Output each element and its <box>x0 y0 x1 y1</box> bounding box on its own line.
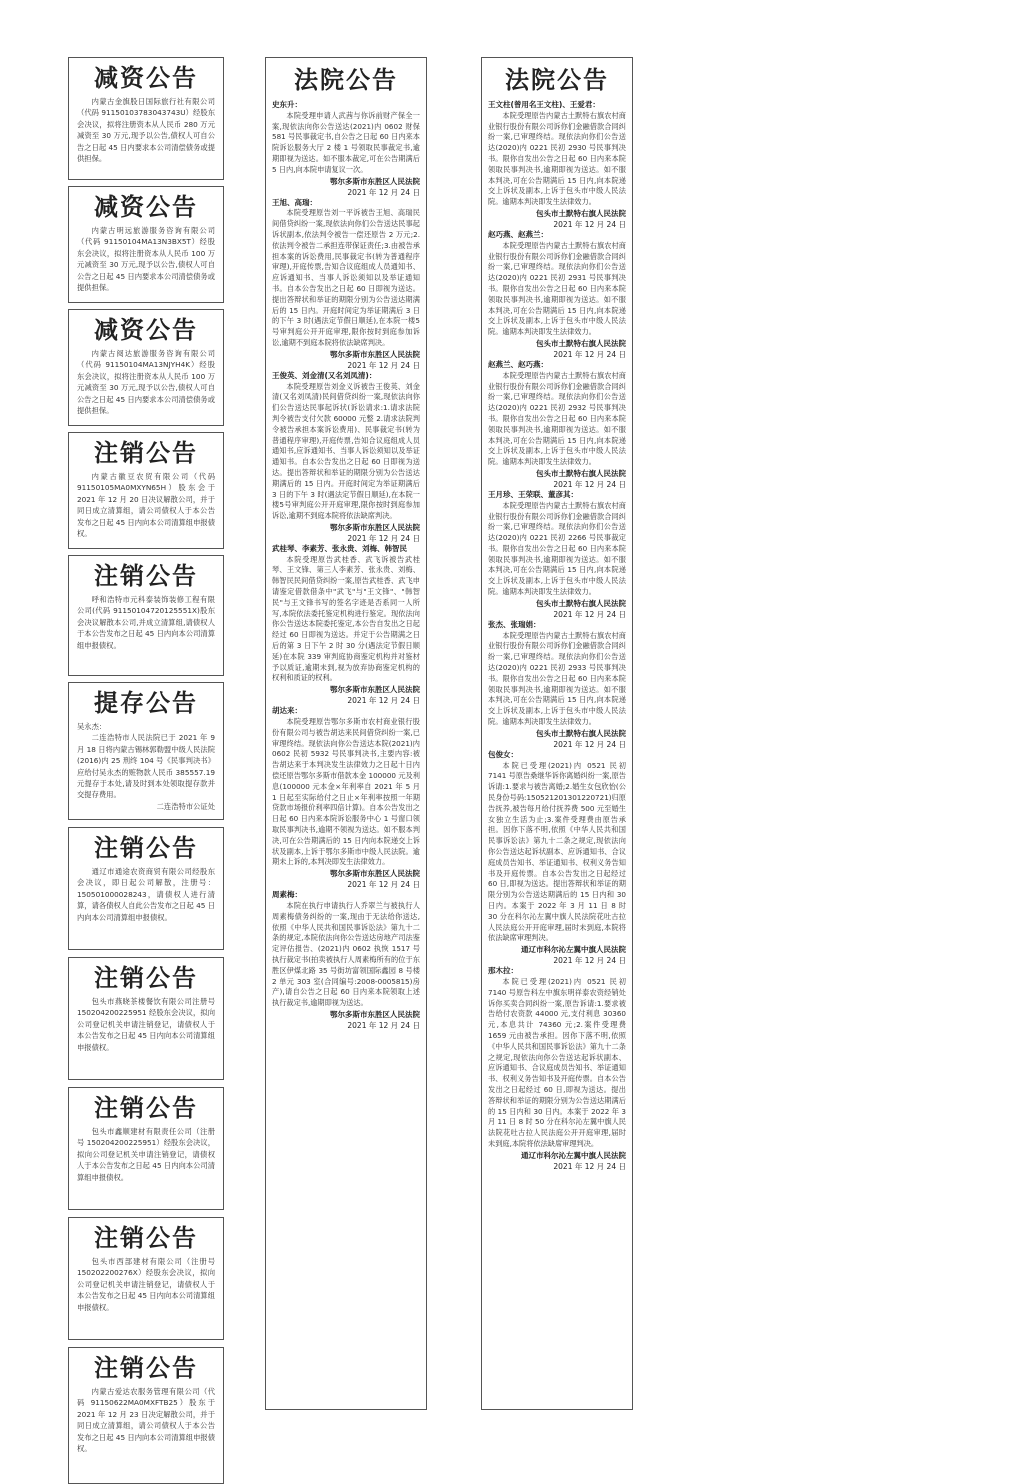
notice-date: 2021 年 12 月 24 日 <box>553 1161 626 1171</box>
notice-date: 2021 年 12 月 24 日 <box>347 533 420 543</box>
notice-body: 本院受理原告刘金义诉被告王俊英、刘金清(又名刘凤清)民间借贷纠纷一案,现依法向你们公告送达民事起诉状(诉讼请求:1.请求法院判令被告支付欠款 60000 元整 2.请求法院判令被告承担本案诉讼费用)、民事裁定书(转为普通程序审理),开庭传票,告知合议庭组成人员通知书,应诉通知书、当事人诉讼须知以及举证通知书。自本公告发出之日起 60 日即视为送达。提出答辩状和举证的期限分别为公告送达期满后的 15 日内。开庭时间定为举证期满后 3 日的下午 3 时(遇法定节假日顺延),在本院一楼5号审判庭公开开庭审理,限你按时到庭参加诉讼,逾期不到庭本院将依法缺席判决。 <box>272 381 420 521</box>
notice-title: 注销公告 <box>94 834 198 862</box>
right-court-notice-column <box>481 57 633 1410</box>
court-name: 包头市土默特右旗人民法院 <box>536 208 626 218</box>
notice-title: 减资公告 <box>94 316 198 344</box>
court-name: 包头市土默特右旗人民法院 <box>536 468 626 478</box>
court-name: 通辽市科尔沁左翼中旗人民法院 <box>521 945 626 955</box>
court-name: 鄂尔多斯市东胜区人民法院 <box>330 349 420 359</box>
notice-box <box>68 827 224 950</box>
addressee-name: 那木拉： <box>488 966 518 976</box>
notice-body: 本院受理原告武桂香、武飞诉被告武桂琴、王文锋、第三人李素芳、张永贵、刘梅、韩智民民间借贷纠纷一案,原告武桂香、武飞申请鉴定借款借条中"武飞"与"王文锋"、"韩智民"与王文锋书写的签名字迹是否系同一人所写,本院依法委托鉴定机构进行鉴定。现依法向你公告送达本院委托鉴定,本公告自发出之日起经过 60 日即视为送达。并定于公告期满之日后的第 3 日下午 2 时 30 分(遇法定节假日顺延)在本院 339 审判庭协商鉴定机构并对鉴材予以质证,逾期未到,视为放弃协商鉴定机构的权利和质证的权利。 <box>272 554 420 683</box>
notice-box <box>68 57 224 180</box>
notice-date: 2021 年 12 月 24 日 <box>347 360 420 370</box>
court-notice-entry <box>266 371 426 544</box>
notice-box <box>68 957 224 1080</box>
notice-body: 本院受理原告内蒙古土默特右旗农村商业银行股份有限公司诉你们金融借款合同纠纷一案,已审理终结。现依法向你们公告送达(2020)内 0221 民初 2931 号民事判决书。限你自发出公告之日起 60 日内来本院领取民事判决书,逾期即视为送达。如不服本判决,可在公告期满后 15 日内,向本院递交上诉状及副本,上诉于包头市中级人民法院。逾期本判决即发生法律效力。 <box>488 240 626 337</box>
middle-entries <box>266 100 426 1031</box>
addressee-name: 张杰、张瑞娟： <box>488 619 541 629</box>
notice-body: 内蒙古金旗股日国际旅行社有限公司（代码 91150103783043743U）经股东会决议，拟将注册资本从人民币 280 万元减资至 30 万元,现予以公告,债权人可自公告之日起 45 日内要求本公司清偿债务或提供担保。 <box>77 97 215 164</box>
court-name: 包头市土默特右旗人民法院 <box>536 338 626 348</box>
court-name: 鄂尔多斯市东胜区人民法院 <box>330 1009 420 1019</box>
notice-date: 2021 年 12 月 24 日 <box>553 479 626 489</box>
addressee-name: 胡达来： <box>272 706 302 716</box>
addressee-name: 王文柱(曾用名王文柱)、王爱君： <box>488 100 600 109</box>
addressee-name: 赵巧燕、赵燕兰： <box>488 229 548 239</box>
court-name: 包头市土默特右旗人民法院 <box>536 598 626 608</box>
court-notice-entry <box>266 198 426 371</box>
notice-box <box>68 1347 224 1484</box>
notice-date: 2021 年 12 月 24 日 <box>347 187 420 197</box>
notice-title: 提存公告 <box>94 689 198 717</box>
middle-column-title: 法院公告 <box>294 66 398 94</box>
right-entries <box>482 100 632 1172</box>
court-notice-entry <box>266 544 426 706</box>
notice-body: 本院已受理(2021)内 0521 民初 7141 号原告桑继华诉你离婚纠纷一案,原告诉请:1.要求与被告离婚;2.婚生女包欣怡(公民身份号码:150521201301220721)归原告抚养,被告每月给付抚养费 500 元至婚生女独立生活为止;3.案件受理费由原告承担。因你下落不明,依照《中华人民共和国民事诉讼法》第九十二条之规定,现依法向你公告送达起诉状副本、应诉通知书、合议庭成员告知书、举证通知书、权利义务告知书及开庭传票。自本公告发出之日起经过 60 日,即视为送达。提出答辩状和举证的期限分别为公告送达期满后的 15 日内和 30 日内。本案于 2022 年 3 月 11 日 8 时 30 分在科尔沁左翼中旗人民法院花吐古拉人民法庭公开开庭审理,届时未到庭,本院将依法缺席审理判决。 <box>488 760 626 943</box>
notice-signature: 二连浩特市公证处 <box>156 801 215 811</box>
notice-body: 包头市燕晓茶楼餐饮有限公司注册号 150204200225951 经股东会决议，拟向公司登记机关申请注销登记，请债权人于本公告发布之日起 45 日内向本公司清算组申报债权。 <box>77 997 215 1052</box>
notice-box <box>68 432 224 549</box>
notice-body: 本院受理申请人武茜与你诉前财产保全一案,现依法向你公告送达(2021)内 0602 财保 581 号民事裁定书,自公告之日起 60 日内来本院诉讼服务大厅 2 楼 1 号领取民事裁定书,逾期即视为送达。如不服本裁定,可在公告期满后 5 日内,向本院申请复议一次。 <box>272 110 420 174</box>
notice-title: 注销公告 <box>94 1094 198 1122</box>
notice-body: 本院受理原告内蒙古土默特右旗农村商业银行股份有限公司诉你们金融借款合同纠纷一案,已审理终结。现依法向你们公告送达(2020)内 0221 民初 2932 号民事判决书。限你自发出公告之日起 60 日内来本院领取民事判决书,逾期即视为送达。如不服本判决,可在公告期满后 15 日内,向本院递交上诉状及副本,上诉于包头市中级人民法院。逾期本判决即发生法律效力。 <box>488 370 626 467</box>
court-notice-entry <box>482 230 632 360</box>
notice-title: 减资公告 <box>94 193 198 221</box>
addressee-name: 史东升： <box>272 100 302 109</box>
notice-box <box>68 309 224 426</box>
notice-box <box>68 186 224 303</box>
court-notice-entry <box>482 620 632 750</box>
court-name: 鄂尔多斯市东胜区人民法院 <box>330 522 420 532</box>
court-notice-entry <box>482 966 632 1172</box>
notice-body: 本院在执行申请执行人乔翠兰与被执行人周素梅债务纠纷的一案,现由于无法给你送达,依照《中华人民共和国民事诉讼法》第九十二条的规定,本院依法向你公告送达房地产司法鉴定评估报告、(2021)内 0602 执恢 1517 号执行裁定书(拍卖被执行人周素梅所有的位于东胜区伊煤北路 35 号街坊富领国际鑫园 8 号楼 2 单元 303 室(合同编号:2008-0005815)房产),请自公告之日起 60 日内来本院领取上述执行裁定书,逾期即视为送达。 <box>272 901 420 1008</box>
notice-body: 通辽市通途农资商贸有限公司经股东会决议，即日起公司解散，注册号：150501000028243，请债权人进行清算，请各债权人自此公告发布之日起 45 日内向本公司清算组申报债权。 <box>77 867 215 922</box>
addressee-name: 王俊英、刘金清(又名刘凤清)： <box>272 370 377 380</box>
court-name: 鄂尔多斯市东胜区人民法院 <box>330 176 420 186</box>
notice-body: 本院受理原告刘一平诉被告王旭、高瑞民间借贷纠纷一案,现依法向你们公告送达民事起诉状副本,依法判令被告一偿还原告 2 万元;2.依法判令被告二承担连带保证责任;3.由被告承担本案的诉讼费用,民事裁定书(转为普通程序审理),开庭传票,告知合议庭组成人员通知书、应诉通知书、当事人诉讼须知以及举证通知书。自本公告发出之日起 60 日即视为送达。提出答辩状和举证的期限分别为公告送达期满后的 15 日内。开庭时间定为举证期满后 3 日的下午 3 时(遇法定节假日顺延),在本院一楼5号审判庭公开开庭审理,限你按时到庭参加诉讼,逾期不到庭本院将依法缺席判决。 <box>272 208 420 347</box>
notice-title: 减资公告 <box>94 64 198 92</box>
court-name: 鄂尔多斯市东胜区人民法院 <box>330 685 420 695</box>
notice-date: 2021 年 12 月 24 日 <box>553 739 626 749</box>
notice-date: 2021 年 12 月 24 日 <box>553 219 626 229</box>
middle-court-notice-column <box>265 57 427 1410</box>
notice-addressee: 吴永杰： <box>77 722 107 731</box>
notice-date: 2021 年 12 月 24 日 <box>347 1020 420 1030</box>
court-notice-entry <box>482 750 632 966</box>
addressee-name: 包俊女： <box>488 749 518 759</box>
notice-body: 二连浩特市人民法院已于 2021 年 9 月 18 日将内蒙古锡林郭勒盟中级人民法院(2016)内 25 刑终 104 号《民事判决书》应给付吴永杰的赃物款人民币 385557.19 元提存于本处,请及时到本处领取提存款并交提存费用。 <box>77 733 215 800</box>
notice-box <box>68 555 224 676</box>
notice-box <box>68 1217 224 1340</box>
addressee-name: 武桂琴、李素芳、张永贵、刘梅、韩智民 <box>272 543 407 553</box>
addressee-name: 周素梅： <box>272 890 302 900</box>
notice-title: 注销公告 <box>94 1354 198 1382</box>
court-notice-entry <box>482 360 632 490</box>
court-name: 通辽市科尔沁左翼中旗人民法院 <box>521 1150 626 1160</box>
court-notice-entry <box>482 100 632 230</box>
notice-box <box>68 1087 224 1210</box>
notice-body: 包头市西部建材有限公司（注册号 150202200276X）经股东会决议，拟向公司登记机关申请注销登记，请债权人于本公告发布之日起 45 日内向本公司清算组申报债权。 <box>77 1257 215 1312</box>
court-notice-entry <box>482 490 632 620</box>
addressee-name: 王月珍、王荣联、董彦其： <box>488 489 578 499</box>
notice-title: 注销公告 <box>94 439 198 467</box>
notice-title: 注销公告 <box>94 562 198 590</box>
notice-box <box>68 682 224 820</box>
notice-date: 2021 年 12 月 24 日 <box>553 609 626 619</box>
notice-body: 本院受理原告内蒙古土默特右旗农村商业银行股份有限公司诉你们金融借款合同纠纷一案,已审理终结。现依法向你们公告送达(2020)内 0221 民初 2933 号民事判决书。限你自发出公告之日起 60 日内来本院领取民事判决书,逾期即视为送达。如不服本判决,可在公告期满后 15 日内,向本院递交上诉状及副本,上诉于包头市中级人民法院。逾期本判决即发生法律效力。 <box>488 630 626 727</box>
notice-date: 2021 年 12 月 24 日 <box>347 880 420 890</box>
notice-body: 内蒙古阅达旅游服务咨询有限公司（代码 91150104MA13NJYH4K）经股东会决议，拟将注册资本从人民币 100 万元减资至 30 万元,现予以公告,债权人可自公告之日起 45 日内要求本公司清偿债务或提供担保。 <box>77 349 215 416</box>
notice-body: 内蒙古明远旅游服务咨询有限公司（代码 91150104MA13N3BX5T）经股东会决议，拟将注册资本从人民币 100 万元减资至 30 万元,现予以公告,债权人可自公告之日起 45 日内要求本公司清偿债务或提供担保。 <box>77 226 215 293</box>
addressee-name: 赵燕兰、赵巧燕： <box>488 359 548 369</box>
court-notice-entry <box>266 890 426 1031</box>
addressee-name: 王旭、高瑞： <box>272 197 317 207</box>
notice-body: 本院受理原告鄂尔多斯市农村商业银行股份有限公司与被告胡达来民间借贷纠纷一案,已审理终结。现依法向你公告送达本院(2021)内 0602 民初 5932 号民事判决书,主要内容:被告胡达来于本判决发生法律效力之日起十日内偿还原告鄂尔多斯市借款本金 100000 元及利息(100000 元本金×年利率自 2021 年 5 月 1 日起至实际给付之日止×年利率按照一年期贷款市场报价利率四倍计算)。自本公告发出之日起 60 日内来本院诉讼服务中心 1 号窗口领取民事判决书,逾期不领视为送达。如不服本判决,可在公告期满后的 15 日内向本院递交上诉状及副本,上诉于鄂尔多斯市中级人民法院。逾期未上诉的,本判决即发生法律效力。 <box>272 717 420 867</box>
notice-date: 2021 年 12 月 24 日 <box>347 696 420 706</box>
right-column-title: 法院公告 <box>505 66 609 94</box>
notice-date: 2021 年 12 月 24 日 <box>553 349 626 359</box>
notice-body: 包头市鑫顺建材有限责任公司（注册号 150204200225951）经股东会决议，拟向公司登记机关申请注销登记，请债权人于本公告发布之日起 45 日内向本公司清算组申报债权。 <box>77 1127 215 1182</box>
notice-body: 内蒙古徽豆农贸有限公司（代码 91150105MA0MXYN65H）股东会于 2021 年 12 月 20 日决议解散公司，并于同日成立清算组，请公司债权人于本公告发布之日起 45 日内向本公司清算组申报债权。 <box>77 472 215 539</box>
notice-body: 本院已受理(2021)内 0521 民初 7140 号原告科左中旗东明祥泰农资经销处诉你买卖合同纠纷一案,原告诉请:1.要求被告给付农资款 44000 元,支付利息 30360 元,本息共计 74360 元;2.案件受理费 1659 元由被告承担。因你下落不明,依照《中华人民共和国民事诉讼法》第九十二条之规定,现依法向你公告送达起诉状副本、应诉通知书、合议庭成员告知书、举证通知书、权利义务告知书及开庭传票。自本公告发出之日起经过 60 日,即视为送达。提出答辩状和举证的期限分别为公告送达期满后的 15 日内和 30 日内。本案于 2022 年 3 月 11 日 8 时 50 分在科尔沁左翼中旗人民法院花吐古拉人民法庭公开开庭审理,届时未到庭,本院将依法缺席审理判决。 <box>488 976 626 1148</box>
notice-title: 注销公告 <box>94 964 198 992</box>
notice-body: 本院受理原告内蒙古土默特右旗农村商业银行股份有限公司诉你们金融借款合同纠纷一案,已审理终结。现依法向你们公告送达(2020)内 0221 民初 2266 号民事裁定书。限你自发出公告之日起 60 日内来本院领取民事判决书,逾期即视为送达。如不服本判决,可在公告期满后 15 日内,向本院递交上诉状及副本,上诉于包头市中级人民法院。逾期本判决即发生法律效力。 <box>488 500 626 597</box>
court-notice-entry <box>266 100 426 198</box>
notice-date: 2021 年 12 月 24 日 <box>553 956 626 966</box>
notice-body: 呼和浩特市元科泰装饰装修工程有限公司(代码 91150104720125551X)股东会决议解散本公司,并成立清算组,请债权人于本公告发布之日起 45 日内向本公司清算组申报债权。 <box>77 595 215 650</box>
notice-title: 注销公告 <box>94 1224 198 1252</box>
court-notice-entry <box>266 706 426 890</box>
notice-body: 本院受理原告内蒙古土默特右旗农村商业银行股份有限公司诉你们金融借款合同纠纷一案,已审理终结。现依法向你们公告送达(2020)内 0221 民初 2930 号民事判决书。限你自发出公告之日起 60 日内来本院领取民事判决书,逾期即视为送达。如不服本判决,可在公告期满后 15 日内,向本院递交上诉状及副本,上诉于包头市中级人民法院。逾期本判决即发生法律效力。 <box>488 110 626 207</box>
notice-body: 内蒙古爱达农服务管理有限公司（代码 91150622MA0MXFTB25）股东于 2021 年 12 月 23 日决定解散公司，并于同日成立清算组，请公司债权人于本公告发布之日起 45 日内向本公司清算组申报债权。 <box>77 1387 215 1454</box>
court-name: 鄂尔多斯市东胜区人民法院 <box>330 869 420 879</box>
court-name: 包头市土默特右旗人民法院 <box>536 728 626 738</box>
